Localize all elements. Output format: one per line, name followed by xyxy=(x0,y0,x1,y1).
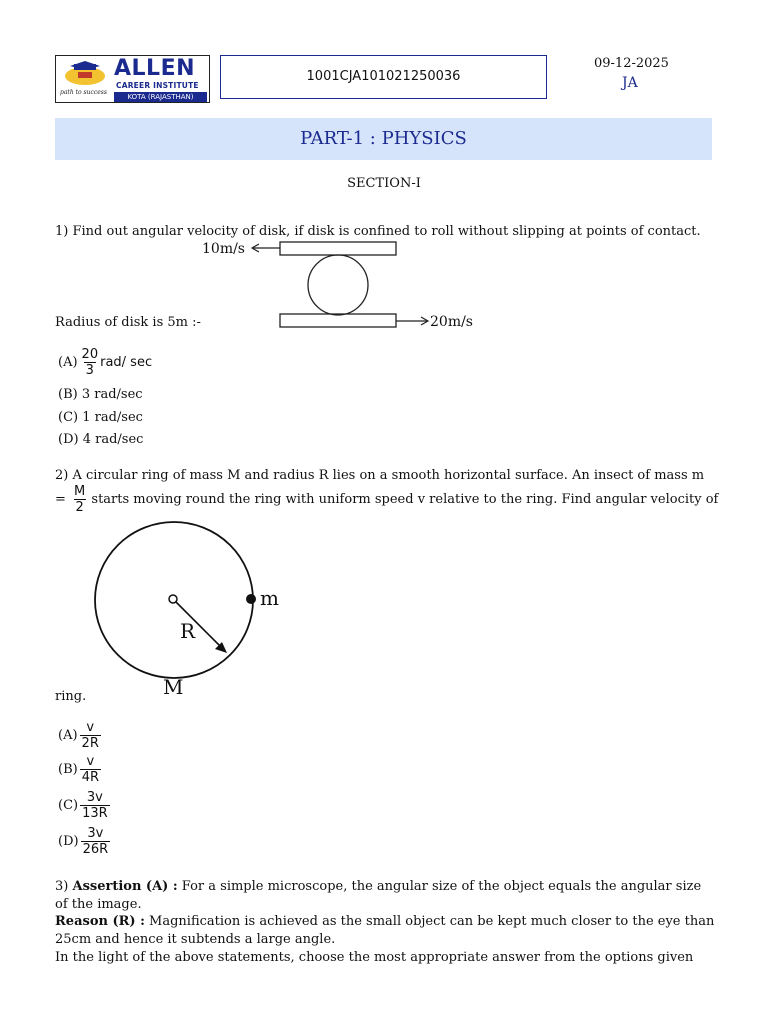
numerator: 3v xyxy=(86,790,103,805)
q3-reason xyxy=(55,913,715,949)
part-title-band xyxy=(55,118,712,160)
assertion-text: For a simple microscope, the angular size of the object equals the angular size of the image. xyxy=(55,879,702,912)
q1-number: 1) xyxy=(55,224,69,239)
q2-line2 xyxy=(55,484,718,515)
reason-label: Reason (R) : xyxy=(55,914,145,929)
denominator: 3 xyxy=(85,363,94,378)
q3-assertion xyxy=(55,878,715,914)
logo-brand: ALLEN xyxy=(114,56,196,81)
fraction xyxy=(81,826,111,857)
fraction xyxy=(80,754,101,785)
q1-disk-figure xyxy=(195,236,515,332)
denominator: 26R xyxy=(82,842,109,857)
section-title: SECTION-I xyxy=(347,176,421,191)
fraction xyxy=(72,484,87,515)
paper-code-box xyxy=(220,55,547,99)
logo-tagline: path to success xyxy=(60,89,107,96)
numerator: M xyxy=(74,484,86,499)
option-label: (A) xyxy=(58,728,78,743)
fraction xyxy=(80,790,110,821)
top-speed-label: 10m/s xyxy=(202,241,245,257)
q3-number: 3) xyxy=(55,879,69,894)
insect-mass-label: m xyxy=(260,586,279,610)
logo-emblem-icon xyxy=(60,60,110,88)
q2-line1 xyxy=(55,468,704,483)
numerator: 3v xyxy=(87,826,104,841)
radius-label: R xyxy=(180,619,196,643)
assertion-label: Assertion (A) : xyxy=(72,879,178,894)
q1-option-b[interactable]: (B) 3 rad/sec xyxy=(58,387,143,402)
q2-number: 2) xyxy=(55,468,69,483)
option-label: (B) xyxy=(58,762,78,777)
q2-option-a[interactable] xyxy=(58,720,101,751)
ring-mass-label: M xyxy=(163,675,184,699)
q2-option-d[interactable] xyxy=(58,826,110,857)
paper-code: 1001CJA101021250036 xyxy=(306,69,461,84)
exam-date: 09-12-2025 xyxy=(594,56,669,71)
logo-city: KOTA (RAJASTHAN) xyxy=(114,92,207,102)
denominator: 2R xyxy=(81,736,99,751)
option-label: (A) xyxy=(58,355,78,370)
fraction xyxy=(80,720,101,751)
allen-logo xyxy=(55,55,210,103)
stream-code: JA xyxy=(622,75,638,91)
numerator: 20 xyxy=(81,347,99,362)
denominator: 2 xyxy=(75,500,84,515)
denominator: 4R xyxy=(81,770,100,785)
denominator: 13R xyxy=(82,806,108,821)
logo-subtitle: CAREER INSTITUTE xyxy=(116,81,199,90)
ring-center xyxy=(169,595,177,603)
option-label: (C) xyxy=(58,798,79,813)
q1-radius-text: Radius of disk is 5m :- xyxy=(55,315,201,330)
equals-sign: = xyxy=(55,492,66,507)
q2-option-c[interactable] xyxy=(58,790,110,821)
insect-dot xyxy=(246,594,256,604)
option-label: (D) xyxy=(58,834,79,849)
q1-option-a[interactable] xyxy=(58,347,152,378)
part-title: PART-1 : PHYSICS xyxy=(300,128,467,149)
q2-question-line1: A circular ring of mass M and radius R lies on a smooth horizontal surface. An insect of mass m xyxy=(72,468,705,483)
bottom-plank xyxy=(280,314,396,327)
unit: rad/ sec xyxy=(100,355,153,370)
bottom-speed-label: 20m/s xyxy=(430,314,473,330)
q2-ring-figure xyxy=(80,518,300,700)
numerator: v xyxy=(86,754,95,769)
q1-option-c[interactable]: (C) 1 rad/sec xyxy=(58,410,143,425)
q1-question: Find out angular velocity of disk, if disk is confined to roll without slipping at points of contact. xyxy=(72,224,701,239)
top-plank xyxy=(280,242,396,255)
q2-option-b[interactable] xyxy=(58,754,101,785)
numerator: v xyxy=(86,720,95,735)
q2-question-line2: starts moving round the ring with uniform speed v relative to the ring. Find angular velocity of xyxy=(91,492,719,507)
disk-circle xyxy=(308,255,368,315)
fraction xyxy=(80,347,101,378)
reason-text: Magnification is achieved as the small object can be kept much closer to the eye than 25cm and hence it subtends a large angle. xyxy=(55,914,715,947)
q3-instruction: In the light of the above statements, choose the most appropriate answer from the options given xyxy=(55,950,694,965)
q1-option-d[interactable]: (D) 4 rad/sec xyxy=(58,432,144,447)
q2-tail: ring. xyxy=(55,689,87,704)
